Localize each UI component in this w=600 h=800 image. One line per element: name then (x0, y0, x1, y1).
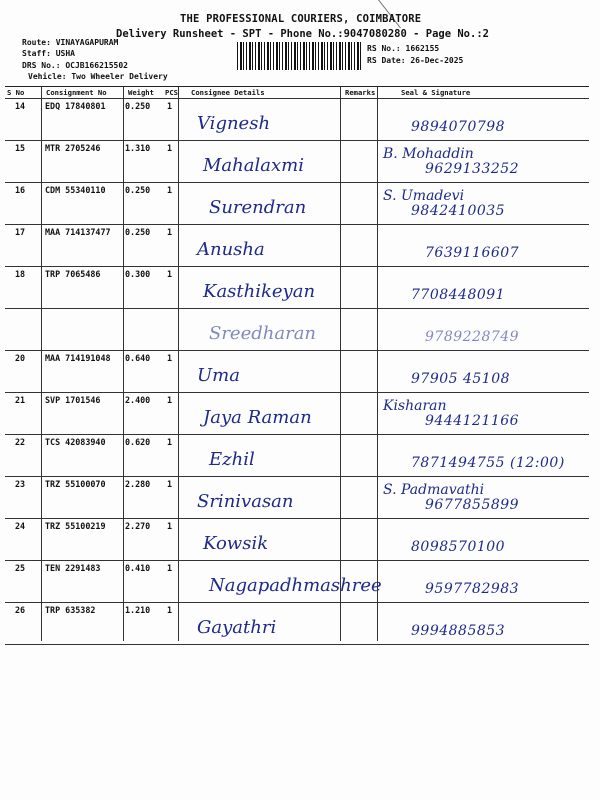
col-divider (41, 87, 42, 641)
receiver-phone: 9789228749 (425, 329, 520, 345)
row-consignment: TRP 635382 (45, 605, 96, 615)
col-remarks: Remarks (345, 88, 376, 97)
row-consignment: TRZ 55100219 (45, 521, 106, 531)
row-sno: 17 (15, 227, 26, 237)
receiver-phone: 9629133252 (425, 161, 520, 177)
row-weight: 0.250 (125, 101, 151, 111)
row-weight: 2.400 (125, 395, 151, 405)
row-divider (5, 434, 589, 435)
row-sno: 22 (15, 437, 26, 447)
receiver-signature: S. Umadevi (383, 188, 465, 204)
row-consignment: MAA 714191048 (45, 353, 111, 363)
staff-label: Staff: USHA (22, 49, 75, 58)
row-divider (5, 140, 589, 141)
runsheet-title: Delivery Runsheet - SPT - Phone No.:9047080280 - Page No.:2 (116, 28, 489, 40)
consignee-signature: Surendran (209, 197, 307, 218)
consignee-signature: Srinivasan (197, 491, 294, 512)
receiver-phone: 9842410035 (411, 203, 506, 219)
consignee-signature: Kasthikeyan (203, 281, 316, 302)
row-sno: 16 (15, 185, 26, 195)
row-divider (5, 224, 589, 225)
row-pcs: 1 (167, 395, 173, 405)
row-pcs: 1 (167, 563, 173, 573)
row-consignment: CDM 55340110 (45, 185, 106, 195)
row-sno: 15 (15, 143, 26, 153)
row-consignment: TCS 42083940 (45, 437, 106, 447)
row-divider (5, 518, 589, 519)
header-divider (5, 98, 589, 99)
row-sno: 26 (15, 605, 26, 615)
row-weight: 0.410 (125, 563, 151, 573)
route-label: Route: VINAYAGAPURAM (22, 38, 119, 47)
company-title: THE PROFESSIONAL COURIERS, COIMBATORE (180, 13, 422, 25)
row-divider (5, 182, 589, 183)
consignee-signature: Jaya Raman (203, 407, 312, 428)
receiver-phone: 9677855899 (425, 497, 520, 513)
row-weight: 2.280 (125, 479, 151, 489)
row-divider (5, 266, 589, 267)
col-divider (340, 87, 341, 641)
consignee-signature: Sreedharan (209, 323, 317, 344)
row-pcs: 1 (167, 143, 173, 153)
row-pcs: 1 (167, 437, 173, 447)
row-pcs: 1 (167, 185, 173, 195)
receiver-phone: 9994885853 (411, 623, 506, 639)
receiver-phone: 7639116607 (425, 245, 520, 261)
col-seal: Seal & Signature (401, 88, 471, 97)
row-divider (5, 350, 589, 351)
row-sno: 18 (15, 269, 26, 279)
receiver-phone: 97905 45108 (411, 371, 511, 387)
row-weight: 1.210 (125, 605, 151, 615)
col-divider (178, 87, 179, 641)
row-sno: 14 (15, 101, 26, 111)
consignee-signature: Anusha (197, 239, 265, 260)
col-sno: S No (7, 88, 25, 97)
row-weight: 0.250 (125, 227, 151, 237)
col-consignment: Consignment No (46, 88, 107, 97)
row-pcs: 1 (167, 353, 173, 363)
row-pcs: 1 (167, 227, 173, 237)
receiver-phone: 8098570100 (411, 539, 506, 555)
row-pcs: 1 (167, 269, 173, 279)
row-weight: 1.310 (125, 143, 151, 153)
consignee-signature: Kowsik (203, 533, 269, 554)
row-sno: 20 (15, 353, 26, 363)
row-divider (5, 644, 589, 645)
row-weight: 0.620 (125, 437, 151, 447)
consignee-signature: Vignesh (197, 113, 271, 134)
receiver-phone: 9444121166 (425, 413, 520, 429)
receiver-signature: B. Mohaddin (383, 146, 474, 162)
row-consignment: TRP 7065486 (45, 269, 101, 279)
row-divider (5, 308, 589, 309)
vehicle-label: Vehicle: Two Wheeler Delivery (28, 72, 168, 81)
col-pcs: PCS (165, 88, 178, 97)
row-consignment: SVP 1701546 (45, 395, 101, 405)
col-divider (377, 87, 378, 641)
row-consignment: TEN 2291483 (45, 563, 101, 573)
receiver-phone: 9894070798 (411, 119, 506, 135)
row-weight: 0.640 (125, 353, 151, 363)
consignee-signature: Gayathri (197, 617, 277, 638)
row-divider (5, 602, 589, 603)
receiver-signature: Kisharan (383, 398, 447, 414)
row-pcs: 1 (167, 101, 173, 111)
consignee-signature: Nagapadhmashree (209, 575, 382, 596)
row-consignment: TRZ 55100070 (45, 479, 106, 489)
receiver-phone: 9597782983 (425, 581, 520, 597)
receiver-phone: 7708448091 (411, 287, 506, 303)
row-divider (5, 392, 589, 393)
row-pcs: 1 (167, 479, 173, 489)
drs-label: DRS No.: OCJB166215502 (22, 61, 128, 70)
row-sno: 24 (15, 521, 26, 531)
row-divider (5, 476, 589, 477)
row-pcs: 1 (167, 605, 173, 615)
receiver-phone: 7871494755 (12:00) (411, 455, 565, 471)
row-weight: 2.270 (125, 521, 151, 531)
row-weight: 0.250 (125, 185, 151, 195)
receiver-signature: S. Padmavathi (383, 482, 485, 498)
consignee-signature: Ezhil (209, 449, 255, 470)
row-consignment: MTR 2705246 (45, 143, 101, 153)
row-sno: 21 (15, 395, 26, 405)
consignee-signature: Mahalaxmi (203, 155, 304, 176)
row-divider (5, 560, 589, 561)
row-consignment: EDQ 17840801 (45, 101, 106, 111)
col-consignee: Consignee Details (191, 88, 265, 97)
row-sno: 25 (15, 563, 26, 573)
rs-number: RS No.: 1662155 (367, 44, 440, 53)
col-divider (123, 87, 124, 641)
row-weight: 0.300 (125, 269, 151, 279)
consignment-table (5, 86, 589, 641)
col-weight: Weight (128, 88, 154, 97)
consignee-signature: Uma (197, 365, 240, 386)
barcode (237, 42, 361, 70)
row-pcs: 1 (167, 521, 173, 531)
row-sno: 23 (15, 479, 26, 489)
rs-date: RS Date: 26-Dec-2025 (367, 56, 464, 65)
row-consignment: MAA 714137477 (45, 227, 111, 237)
